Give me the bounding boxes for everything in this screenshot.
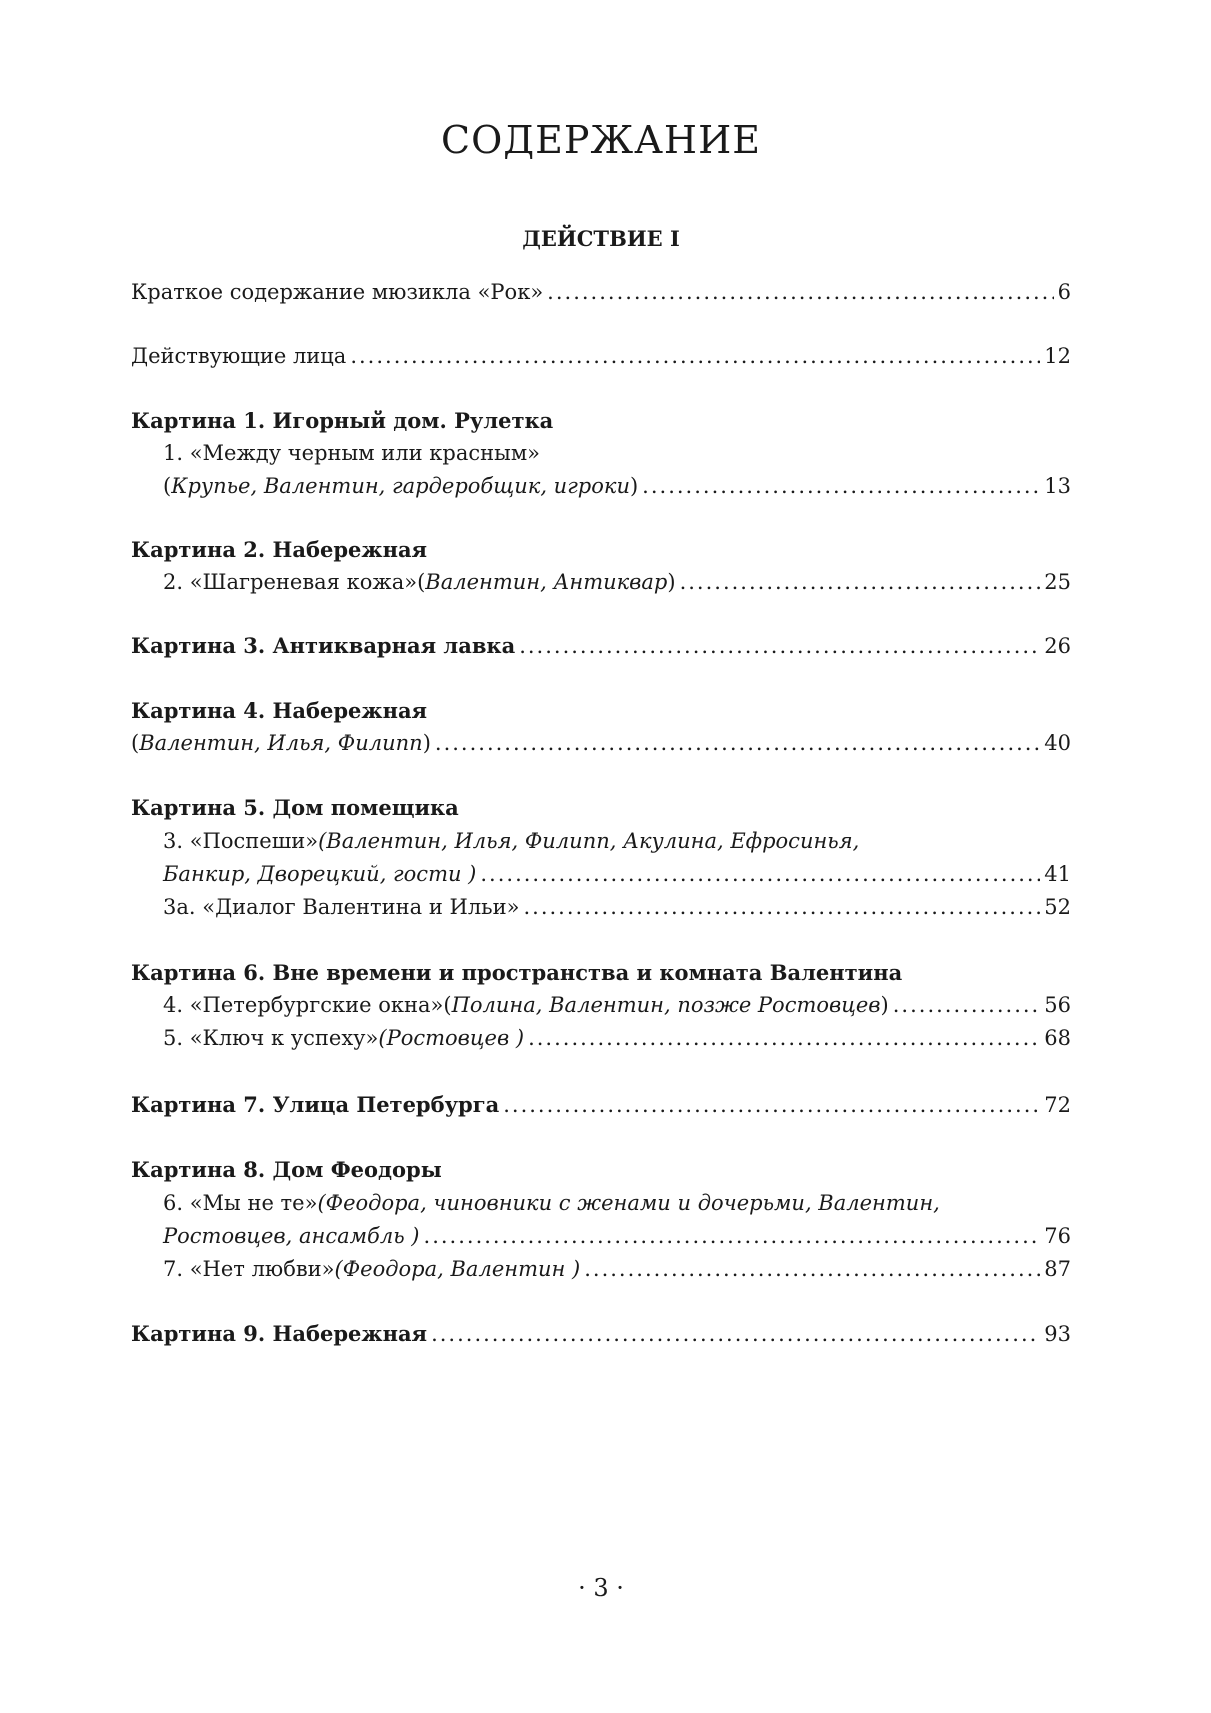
song-4-cast: Полина, Валентин, позже Ростовцев <box>451 993 881 1017</box>
song-7-title: 7. «Нет любви» <box>163 1257 335 1281</box>
scene-5-heading: Картина 5. Дом помещика <box>131 795 459 820</box>
dot-leader <box>523 891 1040 923</box>
page-ref: 40 <box>1044 731 1071 755</box>
page-ref: 13 <box>1044 474 1071 498</box>
dot-leader <box>350 340 1040 372</box>
page-ref: 26 <box>1044 634 1071 658</box>
dot-leader <box>480 858 1040 890</box>
page-ref: 72 <box>1044 1093 1071 1117</box>
dot-leader <box>584 1253 1040 1285</box>
page-ref: 56 <box>1044 993 1071 1017</box>
toc-page <box>131 0 1071 1713</box>
song-3-title: 3. «Поспеши» <box>163 829 319 853</box>
scene-4-heading: Картина 4. Набережная <box>131 698 428 723</box>
toc-entry-characters[interactable] <box>131 340 1071 372</box>
dot-leader <box>424 1220 1041 1252</box>
entry-text: Краткое содержание мюзикла «Рок» <box>131 280 544 304</box>
dot-leader <box>893 989 1041 1021</box>
song-6-cast-line-1: (Феодора, чиновники с женами и дочерьми, Валентин, <box>317 1191 940 1215</box>
page-ref: 87 <box>1044 1257 1071 1281</box>
song-1-cast: Крупье, Валентин, гардеробщик, игроки <box>171 474 630 498</box>
song-1-title: 1. «Между черным или красным» <box>163 441 540 465</box>
page-ref: 25 <box>1044 570 1071 594</box>
song-2-title: 2. «Шагреневая кожа» <box>163 570 418 594</box>
dot-leader <box>503 1089 1040 1121</box>
entry-text: Действующие лица <box>131 344 347 368</box>
page-ref: 93 <box>1044 1322 1071 1346</box>
toc-entry-song-7[interactable] <box>163 1253 1071 1285</box>
dot-leader <box>642 470 1040 502</box>
dot-leader <box>431 1318 1040 1350</box>
song-5-cast: (Ростовцев ) <box>378 1026 525 1050</box>
page-ref: 12 <box>1044 344 1071 368</box>
scene-3-heading: Картина 3. Антикварная лавка <box>131 633 516 658</box>
scene-9-heading: Картина 9. Набережная <box>131 1321 428 1346</box>
song-6-title: 6. «Мы не те» <box>163 1191 318 1215</box>
toc-entry-song-4[interactable]: 4. «Петербургские окна» ( Полина, Валентин, позже Ростовцев ) ..... 56 <box>163 989 1071 1021</box>
song-2-cast: Валентин, Антиквар <box>425 570 668 594</box>
song-6-line-1 <box>163 1187 1071 1219</box>
song-7-cast: (Феодора, Валентин ) <box>334 1257 581 1281</box>
page-ref: 6 <box>1057 280 1071 304</box>
dot-leader <box>680 566 1041 598</box>
toc-entry-scene-4[interactable]: ( Валентин, Илья, Филипп ) ..... 40 <box>131 727 1071 759</box>
dot-leader <box>528 1022 1040 1054</box>
scene-6-heading: Картина 6. Вне времени и пространства и комната Валентина <box>131 960 903 985</box>
toc-entry-song-6[interactable] <box>163 1220 1071 1252</box>
scene-2-heading: Картина 2. Набережная <box>131 537 428 562</box>
song-3-cast-line-1: (Валентин, Илья, Филипп, Акулина, Ефросинья, <box>318 829 860 853</box>
scene-7-heading: Картина 7. Улица Петербурга <box>131 1092 500 1117</box>
toc-entry-song-3[interactable] <box>163 858 1071 890</box>
song-4-title: 4. «Петербургские окна» <box>163 993 444 1017</box>
toc-entry-scene-9[interactable] <box>131 1318 1071 1350</box>
song-5-title: 5. «Ключ к успеху» <box>163 1026 379 1050</box>
toc-entry-song-5[interactable] <box>163 1022 1071 1054</box>
page-ref: 52 <box>1044 895 1071 919</box>
scene-4-cast: Валентин, Илья, Филипп <box>139 731 423 755</box>
scene-8-heading: Картина 8. Дом Феодоры <box>131 1157 442 1182</box>
toc-entry-song-3a[interactable] <box>163 891 1071 923</box>
song-6-cast-line-2: Ростовцев, ансамбль ) <box>163 1224 420 1248</box>
page-ref: 68 <box>1044 1026 1071 1050</box>
song-3a-title: 3а. «Диалог Валентина и Ильи» <box>163 895 520 919</box>
toc-entry-scene-3[interactable] <box>131 630 1071 662</box>
act-heading: ДЕЙСТВИЕ I <box>522 226 680 251</box>
song-3-cast-line-2: Банкир, Дворецкий, гости ) <box>163 862 477 886</box>
page-ref: 76 <box>1044 1224 1071 1248</box>
page-ref: 41 <box>1044 862 1071 886</box>
toc-entry-scene-7[interactable] <box>131 1089 1071 1121</box>
song-3-line-1 <box>163 825 1071 857</box>
dot-leader <box>435 727 1040 759</box>
page-number: · 3 · <box>578 1574 624 1602</box>
toc-entry-song-2[interactable]: 2. «Шагреневая кожа» ( Валентин, Антиквар ) ..... 25 <box>163 566 1071 598</box>
dot-leader <box>519 630 1040 662</box>
page-title: СОДЕРЖАНИЕ <box>441 118 761 162</box>
scene-1-heading: Картина 1. Игорный дом. Рулетка <box>131 408 554 433</box>
toc-entry-song-1[interactable]: ( Крупье, Валентин, гардеробщик, игроки ) ..... 13 <box>163 470 1071 502</box>
toc-entry-summary[interactable] <box>131 276 1071 308</box>
dot-leader <box>547 276 1053 308</box>
